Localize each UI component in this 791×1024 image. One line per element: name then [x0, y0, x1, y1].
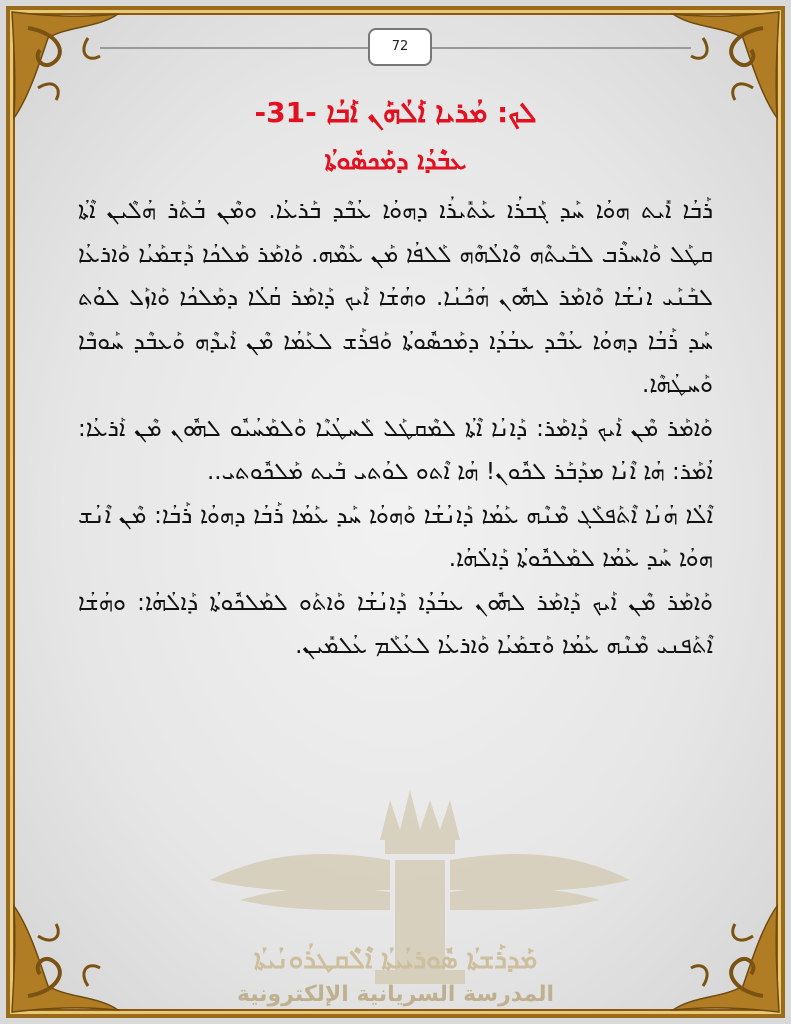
paragraph: ܘܰܐܡܰܪ ܡܶܢ ܐܰܝܟ ܕܰܐܡܰܪ ܠܗܽܘܢ ܥܒܳܕܳܐ ܕܰܐܢܳܫܳܐ ܘܰܐܬܰܘ ܠܡܰܠܟܽܘܬܳܐ ܕܰܐܠܳܗܳܐ: ܘܗܳܫܳܐ ܐܶܬܰܦܢܝ ܡܶܢܶܗ ܥܰܡܳܐ ܘܰܫܡܰܝܳܐ ܘܰܐܪܥܳܐ ܠܥܳܠܰܡ ܥܳܠܡܺܝܢ.	[78, 589, 713, 659]
paragraph: ܘܰܐܡܰܪ ܡܶܢ ܐܰܝܟ ܕܰܐܡܰܪ: ܕܰܐܢܳܐ ܐܶܬܳܐ ܠܡܶܩܛܰܠ ܠܰܚܛܳܝܶܐ ܘܰܠܡܰܚܳܝܽܘ ܠܗܽܘܢ ܡܶܢ ܐܰܪܥܳܐ: ܐܳܡܰܪ: ܗܳܐ ܐܶܢܳܐ ܡܕܰܒܰܪ ܠܟܽܘܢ! ܗܳܐ ܐܶܬܘ ܠܘܳܬܝ ܒܰܝܬ ܡܰܠܟܽܘܬܝ..	[78, 415, 713, 485]
watermark-syriac-text: ܡܰܕܪܰܫܬܳܐ ܣܽܘܪܝܳܝܬܳܐ ܐܶܠܶܩܛܪܳܘܢܳܝܬܳܐ	[253, 945, 538, 975]
page-number: 72	[368, 28, 432, 66]
watermark-arabic-text: المدرسة السريانية الإلكترونية	[236, 982, 555, 1007]
lesson-subtitle: ܥܒܶܕܳܐ ܕܡܰܟܣܽܘܬܳܐ	[324, 146, 467, 175]
lesson-body	[78, 190, 713, 669]
paragraph: ܐܶܠܳܐ ܗܳܢܳܐ ܐܶܬܰܦܠܰܓ ܡܶܢܶܗ ܥܰܡܳܐ ܕܰܐܢܳܫܳܐ ܘܰܗܘܳܐ ܚܰܕ ܥܰܡܳܐ ܪܰܒܳܐ ܕܗܘܳܐ ܪܰܒܳܐ: ܡܶܢ ܐܶܢܳܫ ܗܘܳܐ ܚܰܕ ܥܰܡܳܐ ܠܡܰܠܟܽܘܬܳܐ ܕܰܐܠܳܗܳܐ.	[78, 502, 713, 572]
lesson-title: ܠܟ: ܡܳܪܝܐ ܐܰܠܳܗܰܢ ܐܰܒܳܐ -31-	[254, 96, 537, 129]
page-frame	[6, 6, 785, 1018]
paragraph: ܪܰܒܳܐ ܐܺܝܬ ܗܘܳܐ ܚܰܕ ܓܰܒܪܳܐ ܥܰܬܺܝܪܳܐ ܕܗܘܳܐ ܥܳܒܶܕ ܒܰܪܥܳܐ. ܘܡܶܢ ܒܳܬܰܪ ܗܳܠܶܝܢ ܐܶܬܳܐ ܩܛܰܠ ܘܰܐܚܪܶܒ ܠܒܰܝܬܶܗ ܘܶܐܠܳܗܶܗ ܠܰܠܦܳܐ ܡܰܢ ܥܰܡܶܗ. ܘܰܐܡܰܪ ܡܰܠܟܳܐ ܕܰܫܡܰܝܳܐ ܘܰܐܪܥܳܐ ܠܒܰܢܰܝ ܐܢܳܫܳܐ ܘܶܐܡܰܪ ܠܗܽܘܢ ܗܳܟܰܢܳܐ. ܘܗܳܫܳܐ ܐܰܝܟ ܕܰܐܡܰܪ ܩܳܠܳܐ ܕܡܰܠܟܳܐ ܘܰܐܙܰܠ ܠܘܳܬ ܚܰܕ ܪܰܒܳܐ ܕܗܘܳܐ ܥܳܒܶܕ ܥܒܳܕܳܐ ܕܡܰܟܣܽܘܬܳܐ ܘܰܦܪܰܫ ܠܥܰܡܳܐ ܡܶܢ ܐܰܝܕܶܗ ܘܰܥܒܶܕ ܚܰܘܒܶܐ ܘܰܚܛܳܗܶܐ.	[78, 198, 713, 398]
ornament-corner-top-left	[8, 8, 158, 158]
ornament-corner-top-right	[633, 8, 783, 158]
